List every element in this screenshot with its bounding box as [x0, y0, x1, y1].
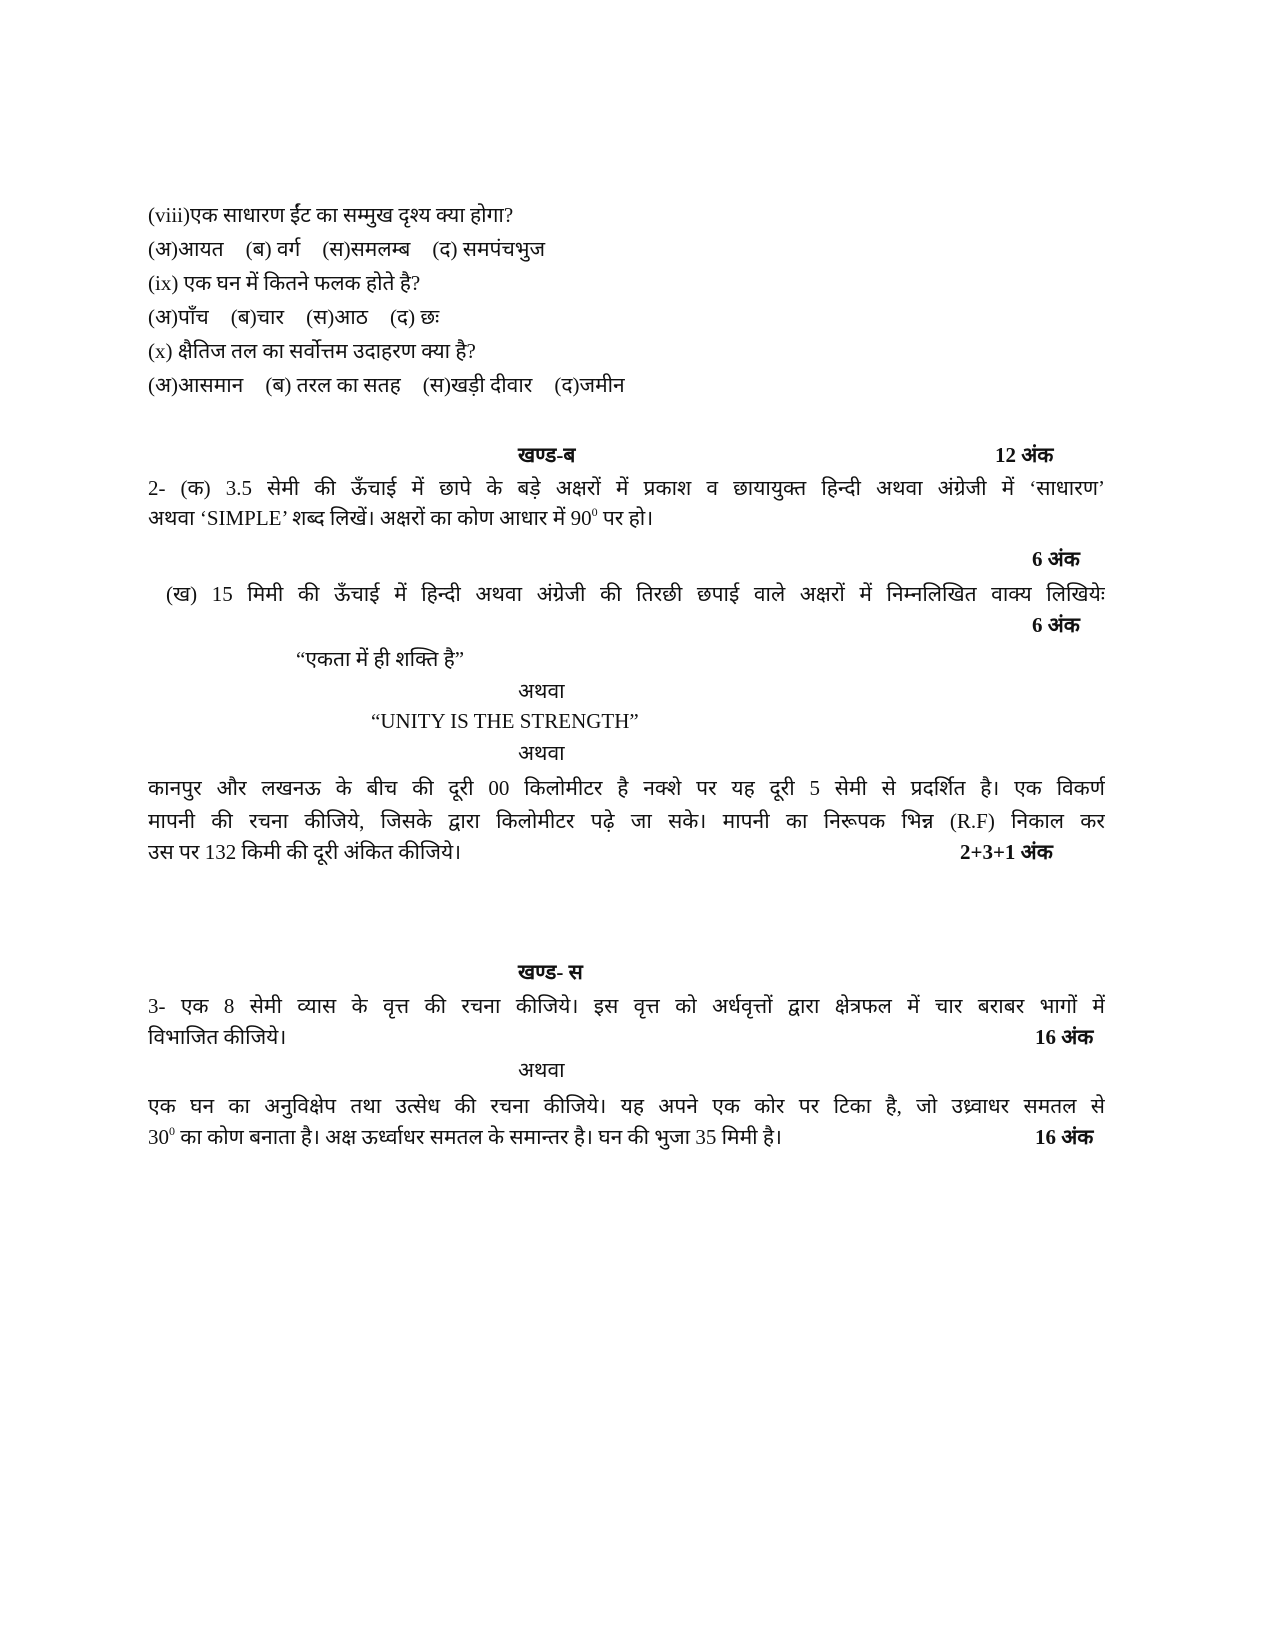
question-2a-marks: 6 अंक — [1032, 547, 1080, 571]
question-x-text: (x) क्षैतिज तल का सर्वोत्तम उदाहरण क्या है? — [148, 339, 476, 363]
question-2a — [148, 474, 1105, 531]
english-sentence: “UNITY IS THE STRENGTH” — [371, 709, 639, 733]
question-ix-options — [148, 305, 461, 330]
question-ix-text: (ix) एक घन में कितने फलक होते है? — [148, 271, 421, 295]
option-b: (ब) वर्ग — [245, 237, 301, 261]
question-viii-text: (viii)एक साधारण ईंट का सम्मुख दृश्य क्या होगा? — [148, 203, 514, 227]
question-2a-line-1: 2- (क) 3.5 सेमी की ऊँचाई में छापे के बड़े अक्षरों में प्रकाश व छायायुक्त हिन्दी अथवा अंग्रेजी में ‘साधारण’ — [148, 476, 1105, 500]
or-divider-2: अथवा — [518, 741, 565, 765]
question-viii — [148, 203, 513, 228]
question-3-line-1: 3- एक 8 सेमी व्यास के वृत्त की रचना कीजिये। इस वृत्त को अर्धवृत्तों द्वारा क्षेत्रफल में चार बराबर भागों में — [148, 994, 1105, 1018]
question-3-marks: 16 अंक — [1035, 1025, 1094, 1049]
question-3 — [148, 992, 1105, 1050]
alt-line-1: कानपुर और लखनऊ के बीच की दूरी 00 किलोमीटर है नक्शे पर यह दूरी 5 सेमी से प्रदर्शित है। एक विकर्ण — [148, 776, 1105, 800]
alt-line-3: उस पर 132 किमी की दूरी अंकित कीजिये। — [148, 840, 462, 864]
alt-line-2-pre: 30 — [148, 1125, 169, 1149]
option-d: (द) छः — [389, 305, 440, 329]
or-divider-3: अथवा — [518, 1058, 565, 1082]
option-a: (अ)पाँच — [148, 305, 209, 329]
question-3-alternative — [148, 1092, 1105, 1150]
section-b-heading: खण्ड-ब — [518, 443, 576, 467]
question-2b-marks: 6 अंक — [1032, 613, 1080, 637]
option-b: (ब) तरल का सतह — [265, 373, 401, 397]
question-x-options — [148, 373, 647, 398]
degree-superscript: 0 — [169, 1124, 175, 1138]
alt-line-2: मापनी की रचना कीजिये, जिसके द्वारा किलोमीटर पढ़े जा सके। मापनी का निरूपक भिन्न (R.F) निकाल कर — [148, 809, 1105, 833]
question-3-alt-marks: 16 अंक — [1035, 1125, 1094, 1149]
hindi-sentence: “एकता में ही शक्ति है” — [296, 647, 465, 671]
option-c: (स)आठ — [306, 305, 368, 329]
option-c: (स)खड़ी दीवार — [422, 373, 533, 397]
option-c: (स)समलम्ब — [322, 237, 411, 261]
degree-superscript: 0 — [591, 505, 598, 519]
question-2b-text: (ख) 15 मिमी की ऊँचाई में हिन्दी अथवा अंग्रेजी की तिरछी छपाई वाले अक्षरों में निम्नलिखित वाक्य लिखियेः — [166, 582, 1105, 606]
section-b-marks: 12 अंक — [995, 443, 1054, 467]
option-b: (ब)चार — [230, 305, 285, 329]
alt-line-2-post: का कोण बनाता है। अक्ष ऊर्ध्वाधर समतल के समान्तर है। घन की भुजा 35 मिमी है। — [175, 1125, 782, 1149]
question-x — [148, 339, 476, 364]
question-ix — [148, 271, 420, 296]
question-3-alt-line-2 — [148, 1125, 1105, 1150]
or-divider-1: अथवा — [518, 679, 565, 703]
question-viii-options — [148, 237, 567, 262]
question-3-alt-line-1: एक घन का अनुविक्षेप तथा उत्सेध की रचना कीजिये। यह अपने एक कोर पर टिका है, जो उध्र्वाधर समतल से — [148, 1094, 1105, 1118]
alt-marks: 2+3+1 अंक — [960, 840, 1053, 864]
option-a: (अ)आसमान — [148, 373, 244, 397]
question-3-line-2: विभाजित कीजिये। — [148, 1025, 287, 1049]
option-d: (द) समपंचभुज — [432, 237, 546, 261]
question-2b — [166, 580, 1105, 608]
section-c-heading: खण्ड- स — [518, 960, 583, 984]
option-d: (द)जमीन — [554, 373, 625, 397]
option-a: (अ)आयत — [148, 237, 224, 261]
question-2a-line-2 — [148, 506, 1105, 531]
question-2a-line-2-post: पर हो। — [597, 506, 654, 530]
question-2a-line-2-pre: अथवा ‘SIMPLE’ शब्द लिखें। अक्षरों का कोण आधार में 90 — [148, 506, 592, 530]
